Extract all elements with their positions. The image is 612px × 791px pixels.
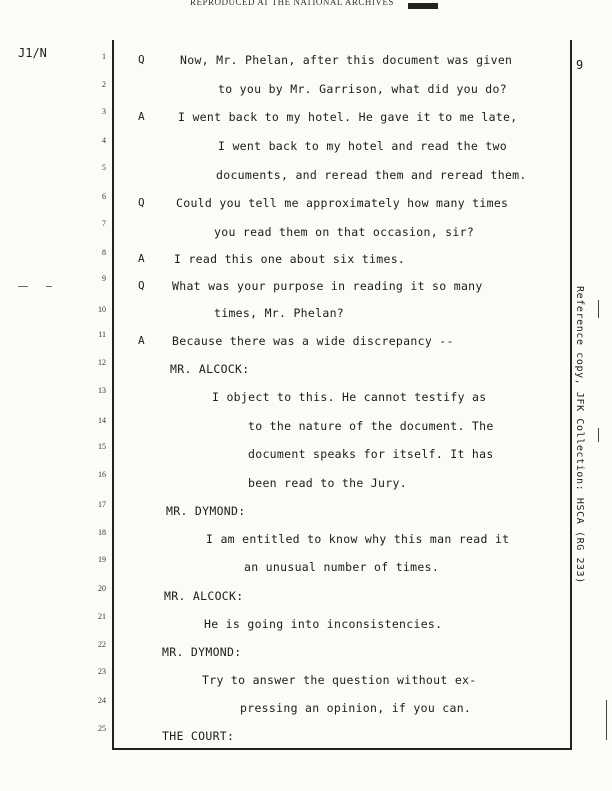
line-number: 21: [98, 612, 106, 621]
line-number: 17: [98, 500, 106, 509]
line-number: 15: [98, 442, 106, 451]
transcript-line: pressing an opinion, if you can.: [240, 701, 472, 715]
line-number: 10: [98, 305, 106, 314]
line-number: 14: [98, 416, 106, 425]
transcript-line: I went back to my hotel and read the two: [218, 139, 507, 153]
transcript-line: Could you tell me approximately how many times: [176, 196, 509, 210]
line-number: 24: [98, 696, 106, 705]
transcript-line: What was your purpose in reading it so many: [172, 279, 483, 293]
scan-artifact: [46, 286, 52, 287]
line-number: 25: [98, 724, 106, 733]
transcript-line: I went back to my hotel. He gave it to me late,: [178, 110, 518, 124]
margin-rule-right: [570, 40, 572, 750]
scan-artifact: [598, 428, 599, 442]
margin-rule-left: [112, 40, 114, 750]
transcript-line: been read to the Jury.: [248, 476, 407, 490]
transcript-line: MR. ALCOCK:: [170, 362, 250, 376]
margin-rule-bottom: [112, 748, 572, 750]
speaker-marker: Q: [138, 53, 145, 66]
transcript-line: Try to answer the question without ex-: [202, 673, 477, 687]
line-number: 12: [98, 358, 106, 367]
line-number: 20: [98, 584, 106, 593]
line-number: 19: [98, 555, 106, 564]
transcript-line: THE COURT:: [162, 729, 235, 743]
speaker-marker: A: [138, 110, 145, 123]
line-number: 6: [102, 192, 106, 201]
transcript-line: document speaks for itself. It has: [248, 447, 494, 461]
speaker-marker: A: [138, 334, 145, 347]
collection-stamp: Reference copy, JFK Collection: HSCA (RG 233): [574, 286, 585, 584]
transcript-line: Now, Mr. Phelan, after this document was given: [180, 53, 513, 67]
transcript-line: to you by Mr. Garrison, what did you do?: [218, 82, 507, 96]
scan-artifact: [18, 286, 28, 287]
speaker-marker: Q: [138, 279, 145, 292]
transcript-line: to the nature of the document. The: [248, 419, 494, 433]
transcript-line: times, Mr. Phelan?: [214, 306, 345, 320]
line-number: 9: [102, 274, 106, 283]
transcript-line: Because there was a wide discrepancy --: [172, 334, 454, 348]
transcript-line: an unusual number of times.: [244, 560, 440, 574]
transcript-line: documents, and reread them and reread them.: [216, 168, 527, 182]
line-number: 2: [102, 80, 106, 89]
scan-artifact: [598, 300, 599, 318]
scan-artifact: [606, 700, 607, 740]
line-number: 7: [102, 219, 106, 228]
transcript-line: MR. ALCOCK:: [164, 589, 244, 603]
line-number: 4: [102, 136, 106, 145]
line-number: 22: [98, 640, 106, 649]
transcript-line: I am entitled to know why this man read it: [206, 532, 510, 546]
transcript-line: MR. DYMOND:: [166, 504, 246, 518]
transcript-line: I read this one about six times.: [174, 252, 406, 266]
line-number: 13: [98, 386, 106, 395]
line-number: 23: [98, 667, 106, 676]
line-number: 11: [98, 330, 106, 339]
line-number: 5: [102, 163, 106, 172]
speaker-marker: A: [138, 252, 145, 265]
transcript-line: I object to this. He cannot testify as: [212, 390, 487, 404]
reporter-tag: J1/N: [18, 46, 47, 60]
transcript-line: MR. DYMOND:: [162, 645, 242, 659]
page-number: 9: [576, 58, 584, 72]
line-number: 8: [102, 248, 106, 257]
line-number: 3: [102, 107, 106, 116]
transcript-line: He is going into inconsistencies.: [204, 617, 443, 631]
speaker-marker: Q: [138, 196, 145, 209]
line-number: 16: [98, 470, 106, 479]
header-redaction-mark: [408, 3, 438, 9]
line-number: 18: [98, 528, 106, 537]
line-number: 1: [102, 52, 106, 61]
archive-header: REPRODUCED AT THE NATIONAL ARCHIVES: [190, 0, 394, 7]
transcript-line: you read them on that occasion, sir?: [214, 225, 475, 239]
